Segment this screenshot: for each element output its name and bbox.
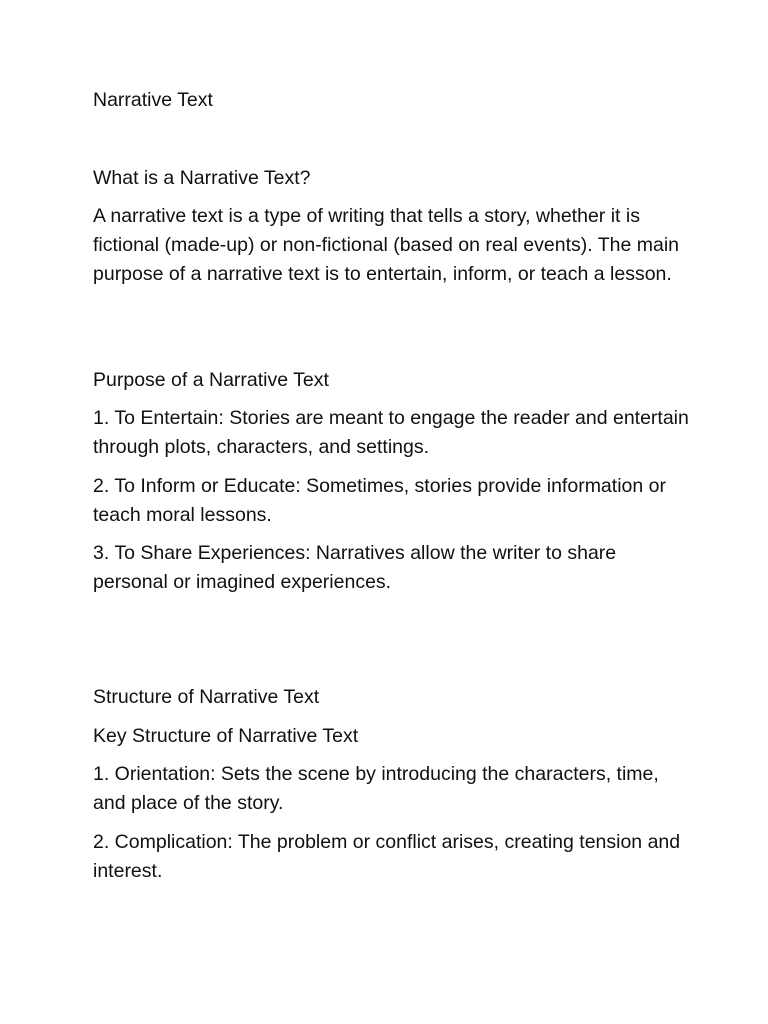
document-title: Narrative Text [93, 89, 213, 111]
section-heading-structure: Structure of Narrative Text [93, 686, 320, 708]
subheading-key-structure: Key Structure of Narrative Text [93, 725, 359, 747]
list-item-purpose-1: 1. To Entertain: Stories are meant to engage the reader and entertain through plots, characters, and settings. [93, 407, 689, 458]
section-heading-purpose: Purpose of a Narrative Text [93, 369, 329, 391]
section-heading-what-is: What is a Narrative Text? [93, 167, 311, 189]
paragraph-definition: A narrative text is a type of writing that tells a story, whether it is fictional (made-up) or non-fictional (based on real events). The main purpose of a narrative text is to entertain, inform, or teach a lesson. [93, 205, 680, 285]
list-item-structure-2: 2. Complication: The problem or conflict arises, creating tension and interest. [93, 831, 681, 882]
list-item-structure-1: 1. Orientation: Sets the scene by introducing the characters, time, and place of the story. [93, 763, 659, 814]
list-item-purpose-3: 3. To Share Experiences: Narratives allow the writer to share personal or imagined experiences. [93, 542, 617, 593]
list-item-purpose-2: 2. To Inform or Educate: Sometimes, stories provide information or teach moral lessons. [93, 475, 666, 526]
